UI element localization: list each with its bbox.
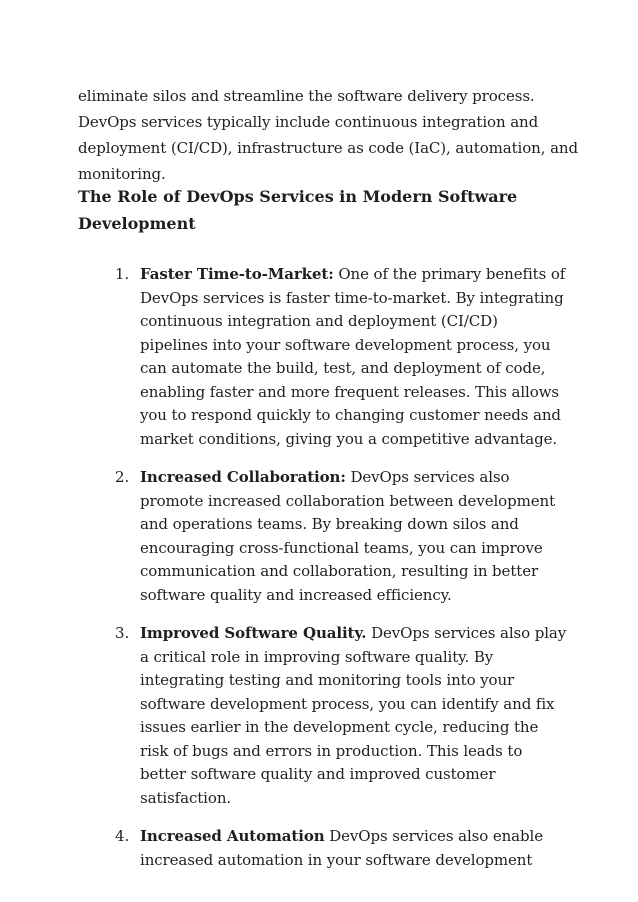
list-item-number: 3. — [115, 624, 130, 642]
list-item-title: Increased Automation — [140, 827, 325, 845]
list-item-body: DevOps services also enable increased automation in your software development — [140, 827, 543, 869]
list-item-number: 4. — [115, 827, 130, 845]
list-item — [0, 825, 570, 872]
list-item — [0, 263, 570, 451]
section-heading: The Role of DevOps Services in Modern Software Development — [78, 187, 518, 233]
benefits-list — [0, 263, 638, 887]
list-item-title: Faster Time-to-Market: — [140, 265, 334, 283]
list-item-title: Increased Collaboration: — [140, 468, 346, 486]
list-item-body: One of the primary benefits of DevOps services is faster time-to-market. By integrating continuous integration and deployment (CI/CD) pipelines into your software development process, you can automate the build, test, and deployment of code, enabling faster and more frequent releases. This allows you to respond quickly to changing customer needs and market conditions, giving you a competitive advantage. — [140, 265, 566, 448]
list-item-number: 2. — [115, 468, 130, 486]
list-item-body: DevOps services also play a critical role in improving software quality. By integrating testing and monitoring tools into your software development process, you can identify and fix issues earlier in the development cycle, reducing the risk of bugs and errors in production. This leads to better software quality and improved customer satisfaction. — [140, 624, 567, 807]
intro-paragraph: eliminate silos and streamline the software delivery process. DevOps services typically include continuous integration and deployment (CI/CD), infrastructure as code (IaC), automation, and monitoring. — [78, 87, 578, 183]
list-item-title: Improved Software Quality. — [140, 624, 367, 642]
list-item-number: 1. — [115, 265, 130, 283]
list-item-body: DevOps services also promote increased collaboration between development and operations teams. By breaking down silos and encouraging cross-functional teams, you can improve communication and collaboration, resulting in better software quality and increased efficiency. — [140, 468, 556, 604]
list-item — [0, 466, 570, 607]
list-item — [0, 622, 570, 810]
